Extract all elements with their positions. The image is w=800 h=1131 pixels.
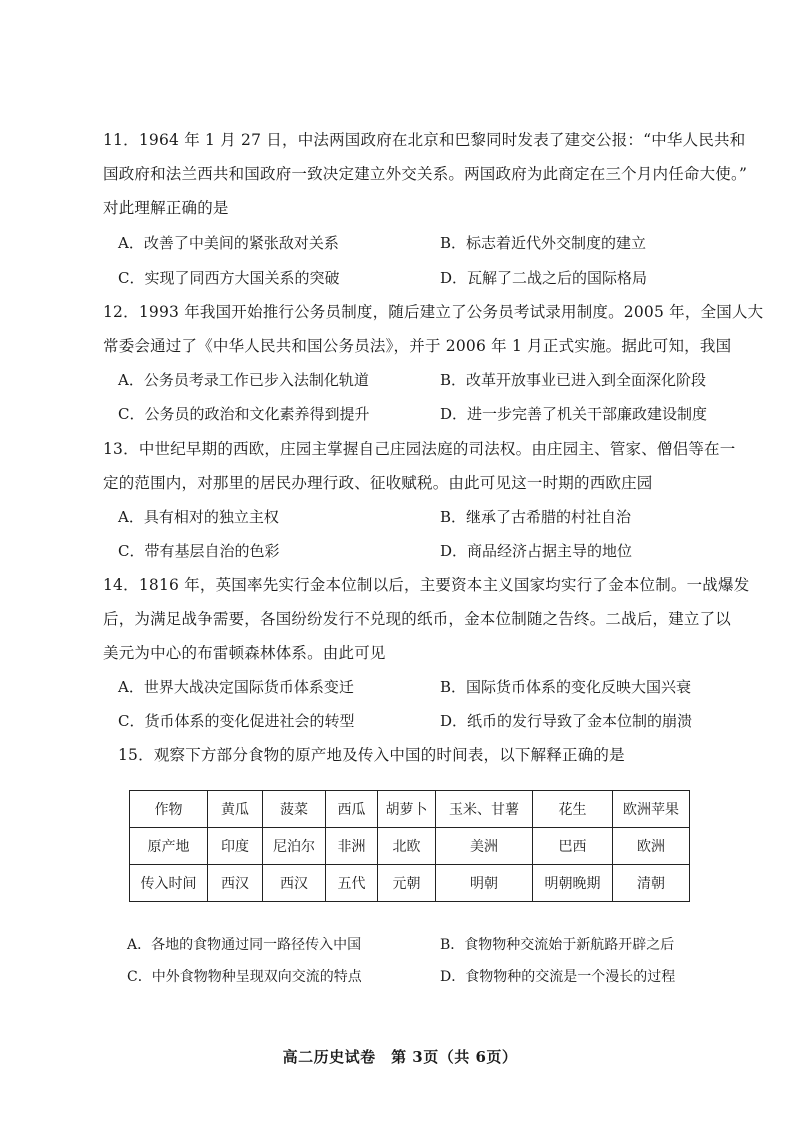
question-14-option-b: B．国际货币体系的变化反映大国兴衰	[440, 678, 692, 696]
table-cell: 非洲	[326, 828, 378, 865]
question-11-stem-line-1: 11．1964 年 1 月 27 日，中法两国政府在北京和巴黎同时发表了建交公报：“中华人民共和	[103, 131, 746, 149]
table-cell: 菠菜	[263, 791, 326, 828]
question-15-option-c: C．中外食物物种呈现双向交流的特点	[127, 969, 362, 985]
table-cell: 胡萝卜	[378, 791, 436, 828]
table-row-introduced	[130, 865, 690, 902]
table-row-origin	[130, 828, 690, 865]
question-13-option-b: B．继承了古希腊的村社自治	[440, 508, 632, 526]
question-11-option-a: A．改善了中美间的紧张敌对关系	[118, 234, 339, 252]
page-footer: 高二历史试卷 第 3页（共 6页）	[282, 1048, 518, 1066]
table-cell: 西瓜	[326, 791, 378, 828]
question-14-stem-line-2: 后，为满足战争需要，各国纷纷发行不兑现的纸币，金本位制随之告终。二战后，建立了以	[103, 610, 732, 628]
table-cell: 印度	[208, 828, 263, 865]
question-11-stem-line-2: 国政府和法兰西共和国政府一致决定建立外交关系。两国政府为此商定在三个月内任命大使。”	[103, 165, 748, 183]
question-13-stem-line-1: 13．中世纪早期的西欧，庄园主掌握自己庄园法庭的司法权。由庄园主、管家、僧侣等在一	[103, 440, 736, 458]
table-cell: 西汉	[208, 865, 263, 902]
question-14-stem-line-3: 美元为中心的布雷顿森林体系。由此可见	[103, 644, 386, 662]
question-11-option-d: D．瓦解了二战之后的国际格局	[440, 269, 648, 287]
question-11-stem-line-3: 对此理解正确的是	[103, 199, 229, 217]
table-cell: 玉米、甘薯	[436, 791, 533, 828]
question-13-stem-line-2: 定的范围内，对那里的居民办理行政、征收赋税。由此可见这一时期的西欧庄园	[103, 474, 653, 492]
table-cell: 明朝	[436, 865, 533, 902]
question-13-option-c: C．带有基层自治的色彩	[118, 542, 280, 560]
question-12-option-a: A．公务员考录工作已步入法制化轨道	[118, 371, 369, 389]
table-cell: 欧洲	[613, 828, 690, 865]
table-cell: 尼泊尔	[263, 828, 326, 865]
table-cell: 花生	[533, 791, 613, 828]
question-15-stem-line-1: 15．观察下方部分食物的原产地及传入中国的时间表，以下解释正确的是	[118, 746, 625, 764]
table-cell: 黄瓜	[208, 791, 263, 828]
table-cell: 巴西	[533, 828, 613, 865]
question-12-stem-line-1: 12．1993 年我国开始推行公务员制度，随后建立了公务员考试录用制度。2005 年，全国人大	[103, 303, 764, 321]
question-12-option-b: B．改革开放事业已进入到全面深化阶段	[440, 371, 707, 389]
question-12-stem-line-2: 常委会通过了《中华人民共和国公务员法》，并于 2006 年 1 月正式实施。据此可知，我国	[103, 337, 732, 355]
table-cell: 原产地	[130, 828, 208, 865]
table-cell: 五代	[326, 865, 378, 902]
table-cell: 清朝	[613, 865, 690, 902]
table-cell: 西汉	[263, 865, 326, 902]
question-13-option-a: A．具有相对的独立主权	[118, 508, 279, 526]
table-cell: 作物	[130, 791, 208, 828]
question-14-option-c: C．货币体系的变化促进社会的转型	[118, 712, 355, 730]
question-13-option-d: D．商品经济占据主导的地位	[440, 542, 633, 560]
question-15-option-b: B．食物物种交流始于新航路开辟之后	[440, 937, 675, 953]
question-15-option-a: A．各地的食物通过同一路径传入中国	[127, 937, 362, 953]
table-cell: 元朝	[378, 865, 436, 902]
question-14-stem-line-1: 14．1816 年，英国率先实行金本位制以后，主要资本主义国家均实行了金本位制。一战爆发	[103, 576, 750, 594]
table-cell: 传入时间	[130, 865, 208, 902]
question-11-option-b: B．标志着近代外交制度的建立	[440, 234, 647, 252]
table-cell: 欧洲苹果	[613, 791, 690, 828]
food-origin-table	[129, 790, 690, 902]
question-14-option-d: D．纸币的发行导致了金本位制的崩溃	[440, 712, 693, 730]
question-14-option-a: A．世界大战决定国际货币体系变迁	[118, 678, 354, 696]
table-cell: 美洲	[436, 828, 533, 865]
question-15-option-d: D．食物物种的交流是一个漫长的过程	[440, 969, 676, 985]
table-cell: 北欧	[378, 828, 436, 865]
table-cell: 明朝晚期	[533, 865, 613, 902]
question-12-option-d: D．进一步完善了机关干部廉政建设制度	[440, 405, 708, 423]
question-11-option-c: C．实现了同西方大国关系的突破	[118, 269, 340, 287]
question-12-option-c: C．公务员的政治和文化素养得到提升	[118, 405, 370, 423]
table-row-crop	[130, 791, 690, 828]
